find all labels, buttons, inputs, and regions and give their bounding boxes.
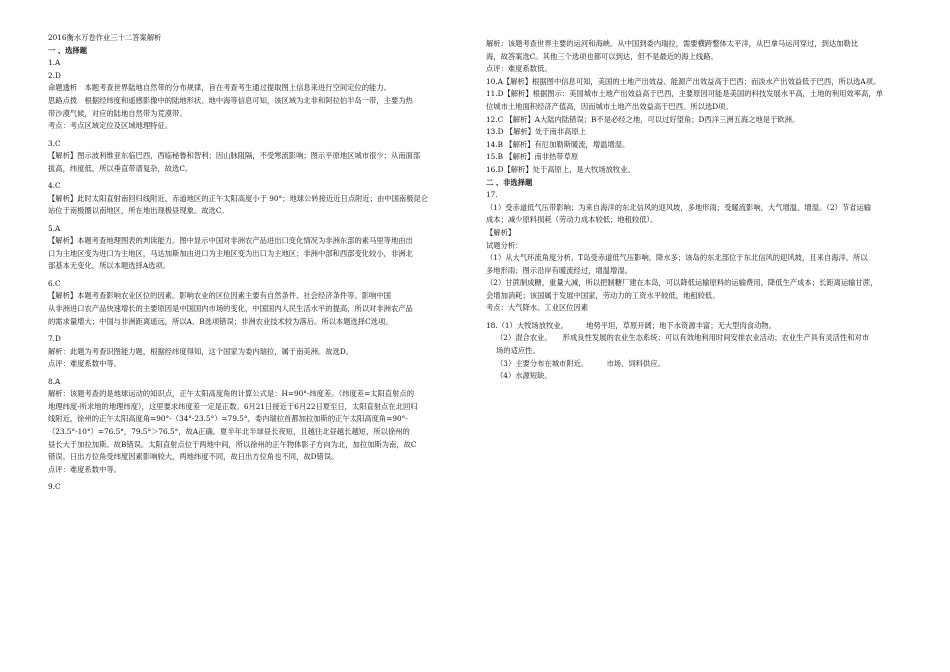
text-line: 【解析】 <box>486 227 516 237</box>
text-line: 15.B 【解析】南非热带草原 <box>486 152 579 162</box>
left-column <box>48 32 466 494</box>
text-line: 考点：考点区域定位及区域地理特征。 <box>48 121 173 131</box>
text-line: 点评：难度系数中等。 <box>48 464 121 474</box>
text-line: 试题分析： <box>486 240 523 250</box>
text-line: 场的适应性。 <box>496 346 540 356</box>
text-line: 命题透析 本题考查世界陆地自然带的分布规律，旨在考查考生通过提取图上信息来进行空间定位的能力。 <box>48 83 391 93</box>
text-line: 5.A <box>48 223 61 233</box>
text-line: 带沙漠气候，对应的陆地自然带为荒漠带。 <box>48 108 187 118</box>
text-line: 16.D【解析】处于高原上，是大牧场放牧业。 <box>486 164 635 174</box>
text-line: 错误。日出方位角受纬度因素影响较大，两地纬度不同，故日出方位角也不同，故D错误。 <box>48 452 339 462</box>
text-line: （1）从大气环流角度分析，T岛受赤道低气压影响，降水多；该岛的东北部位于东北信风的迎风坡，且来自海洋，所以 <box>486 253 868 263</box>
text-line: 二 、非选择题 <box>486 177 533 187</box>
text-line: 点评：难度系数中等。 <box>48 359 121 369</box>
text-line: （23.5°-10°）=76.5°，79.5°＞76.5°，故A正确。夏半年北半球昼长夜短，且越往北昼越长越短，所以徐州的 <box>48 427 410 436</box>
text-line: 9.C <box>48 482 61 492</box>
text-line: 解析：该题考查世界主要的运河和海峡。从中国到委内瑞拉，需要横跨整体太平洋，从巴拿马运河穿过，到达加勒比 <box>486 39 859 48</box>
text-line: 昼长大于加拉加斯。故B错误。太阳直射点位于两地中间，所以徐州的正午物体影子方向为北，加拉加斯为南，故C <box>48 439 417 449</box>
text-line: 成本；减少原料损耗（劳动力成本较低；地租较低）。 <box>486 215 658 225</box>
text-line: 2.D <box>48 70 61 80</box>
text-line: 【解析】本题考查地理图表的判读能力。图中显示中国对非洲农产品进出口变化情况为非洲东部的素马里等地由出 <box>48 236 413 246</box>
text-line: （4）水源短缺。 <box>496 371 552 381</box>
text-line: 站位于南极圈以南地区，所在地出现极昼现象。故选C。 <box>48 206 229 216</box>
text-line: （1）受赤道低气压带影响；为来自海洋的东北信风的迎风坡，多地形雨；受暖流影响，大气增温、增湿。（2）节省运输 <box>486 202 872 212</box>
text-line: 思路点拨 根据经纬度和遥感影像中的陆地形状、地中海等信息可知，该区域为北非和阿拉伯半岛一带，主要为热 <box>48 95 413 105</box>
text-line: 2016衡水万卷作业三十二答案解析 <box>48 33 162 42</box>
text-line: 17. <box>486 190 498 200</box>
text-line: 18.（1）大牧场放牧业。 地势平坦，草原开阔；地下水资源丰富；无大型肉食动物。 <box>486 320 776 330</box>
text-line: 解析：此题为考查识图能力题，根据经纬度得知，这个国家为委内瑞拉，属于南美洲。故选D。 <box>48 346 354 356</box>
text-line: 海，故答案选C。其他三个选项也都可以到达，但不是最近的海上线路。 <box>486 51 718 61</box>
text-line: 考点：大气降水、工业区位因素 <box>486 303 589 313</box>
text-line: 1.A <box>48 58 61 68</box>
right-column <box>486 38 906 383</box>
text-line: 多地形雨；图示沿岸有暖流经过，增温增湿。 <box>486 265 632 275</box>
text-line: 12.C 【解析】A大陆内陆错误；B不是必经之地，可以过好望角；D西洋三洲五海之地是于欧洲。 <box>486 114 800 124</box>
text-line: 8.A <box>48 376 61 386</box>
text-line: 14.B 【解析】有厄加勒斯暖流，增温增湿。 <box>486 139 630 149</box>
text-line: 拔高，纬度低，所以垂直带谱复杂，故选C。 <box>48 163 193 173</box>
text-line: 口为主地区变为进口为主地区，马达加斯加由进口为主地区变为出口为主地区；非洲中部和西部变化较小，非洲北 <box>48 248 413 258</box>
text-line: 部基本无变化，所以本题选择A选项。 <box>48 261 171 271</box>
text-line: 11.D【解析】根据图示：美国城市土地产出效益高于巴西，主要原因可能是美国的科技发展水平高，土地的利用效率高，单 <box>486 89 883 99</box>
text-line: 从非洲进口农产品快速增长的主要原因是中国国内市场的变化，中国国内人民生活水平的提高，所以对非洲农产品 <box>48 304 413 314</box>
text-line: 【解析】此时太阳直射南回归线附近，赤道地区的正午太阳高度小于 90°；地球公转接近近日点附近；由中国南极昆仑 <box>48 193 429 203</box>
text-line: （2）混合农业。 形成良性发展的农业生态系统；可以有效地利用时间安排农业活动；农业生产具有灵活性和对市 <box>496 333 870 343</box>
text-line: 一 、选择题 <box>48 45 88 55</box>
text-line: 解析：该题考查的是地球运动的知识点，正午太阳高度角的计算公式是：H=90°-纬度差。（纬度差=太阳直射点的 <box>48 389 414 399</box>
text-line: 13.D 【解析】处于南非高原上 <box>486 127 587 137</box>
text-line: 线附近，徐州的正午太阳高度角=90°-（34°-23.5°）=79.5°，委内瑞拉首都加拉加斯的正午太阳高度角=90°- <box>48 414 408 424</box>
text-line: 地理纬度-所求地的地理纬度），这里要求纬度差一定是正数。6月21日接近于6月22日夏至日，太阳直射点在北回归 <box>48 401 418 411</box>
text-line: 4.C <box>48 181 61 191</box>
text-line: （2）甘蔗制成糖，重量大减，所以把制糖厂建在本岛，可以降低运输原料的运输费用，降低生产成本；长距离运输甘蔗， <box>486 278 878 288</box>
text-line: 6.C <box>48 278 61 288</box>
text-line: 7.D <box>48 334 61 344</box>
text-line: 3.C <box>48 138 61 148</box>
text-line: （3）主要分布在城市附近。 市场、饲料供应。 <box>496 358 665 368</box>
text-line: 点评：难度系数低。 <box>486 64 552 74</box>
text-line: 【解析】本题考查影响农业区位的因素。影响农业的区位因素主要有自然条件、社会经济条件等。影响中国 <box>48 291 391 301</box>
text-line: 会增加消耗；该国属于发展中国家，劳动力的工资水平较低，地租较低。 <box>486 290 720 300</box>
text-line: 【解析】图示波利维亚东临巴西，西临秘鲁和智利；因山脉阻隔，不受寒流影响；图示平原地区城市很少；从南面部 <box>48 151 421 161</box>
text-line: 的需求量增大；中国与非洲距离遥远，所以A、B选项错误；非洲农业技术较为落后。所以本题选择C选项。 <box>48 316 393 326</box>
text-line: 位城市土地面积经济产值高，因而城市土地产出效益高于巴西。所以选D项。 <box>486 101 733 111</box>
text-line: 10.A【解析】根据图中信息可知，美国的土地产出效益、能源产出效益高于巴西；而淡水产出效益低于巴西，所以选A项。 <box>486 76 881 86</box>
